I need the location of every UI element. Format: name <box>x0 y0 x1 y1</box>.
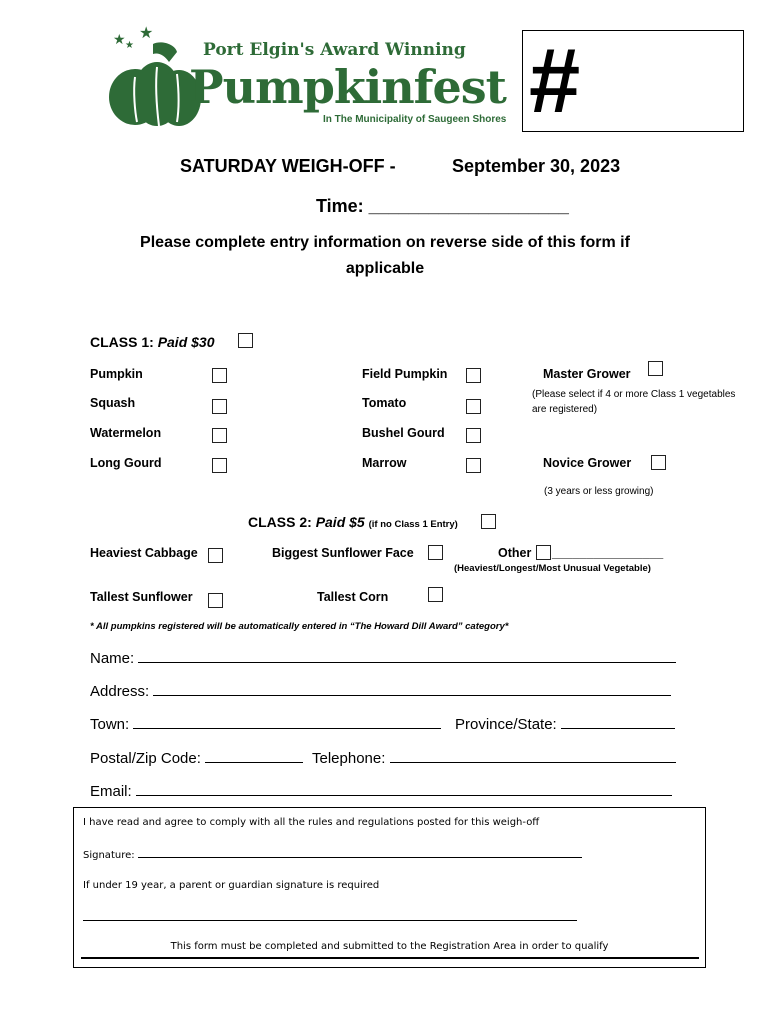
name-label: Name: <box>90 650 135 667</box>
other-checkbox[interactable] <box>536 545 551 560</box>
class1-paid: Paid $30 <box>157 334 215 350</box>
submit-note: This form must be completed and submitted to the Registration Area in order to qualify <box>170 941 609 952</box>
province-field[interactable] <box>455 714 675 733</box>
class1-label: CLASS 1: <box>90 334 154 350</box>
novice-grower-checkbox[interactable] <box>651 455 666 470</box>
entry-number-symbol: # <box>529 30 581 132</box>
novice-grower-label: Novice Grower <box>543 456 632 470</box>
other-line[interactable]: ________________ <box>552 546 664 560</box>
master-grower-label: Master Grower <box>543 367 631 381</box>
weighoff-date: September 30, 2023 <box>452 156 621 176</box>
class1-item-tomato: Tomato <box>362 396 407 410</box>
pumpkinfest-logo <box>105 22 507 134</box>
address-label: Address: <box>90 683 150 700</box>
class1-item-pumpkin: Pumpkin <box>90 367 143 381</box>
weighoff-label: SATURDAY WEIGH-OFF - <box>180 156 396 176</box>
address-field[interactable] <box>90 681 671 700</box>
province-label: Province/State: <box>455 716 557 733</box>
telephone-line[interactable] <box>390 748 676 763</box>
svg-text:★: ★ <box>139 25 154 42</box>
telephone-field[interactable] <box>312 748 676 767</box>
address-line[interactable] <box>153 681 671 696</box>
heaviest-cabbage-checkbox[interactable] <box>208 548 223 563</box>
tomato-checkbox[interactable] <box>466 399 481 414</box>
entry-number-box <box>522 30 744 132</box>
class1-item-squash: Squash <box>90 396 136 410</box>
agreement-text: I have read and agree to comply with all the rules and regulations posted for this weigh-off <box>83 817 540 828</box>
other-note: (Heaviest/Longest/Most Unusual Vegetable) <box>454 563 651 574</box>
email-line[interactable] <box>136 781 672 796</box>
svg-text:★: ★ <box>125 40 134 51</box>
signature-label: Signature: <box>83 850 135 861</box>
instruction-line1: Please complete entry information on reverse side of this form if <box>140 234 630 251</box>
long-gourd-checkbox[interactable] <box>212 458 227 473</box>
class1-item-long-gourd: Long Gourd <box>90 456 162 470</box>
postal-line[interactable] <box>205 748 303 763</box>
master-grower-note-2: are registered) <box>532 404 598 415</box>
logo-name: Pumpkinfest <box>189 60 506 114</box>
logo-subline: In The Municipality of Saugeen Shores <box>323 114 507 125</box>
email-label: Email: <box>90 783 132 800</box>
town-line[interactable] <box>133 714 441 729</box>
signature-field[interactable] <box>83 848 582 861</box>
class1-item-bushel-gourd: Bushel Gourd <box>362 426 445 440</box>
tallest-corn-label: Tallest Corn <box>317 590 389 604</box>
class2-heading <box>248 514 458 530</box>
postal-label: Postal/Zip Code: <box>90 750 201 767</box>
agreement-bottom-rule <box>81 957 699 959</box>
agreement-box <box>73 807 706 968</box>
logo-tagline: Port Elgin's Award Winning <box>203 40 466 60</box>
squash-checkbox[interactable] <box>212 399 227 414</box>
class2-checkbox[interactable] <box>481 514 496 529</box>
master-grower-note-1: (Please select if 4 or more Class 1 vegetables <box>532 389 736 400</box>
guardian-signature-line[interactable] <box>83 920 577 921</box>
other-label: Other <box>498 546 532 560</box>
tallest-sunflower-label: Tallest Sunflower <box>90 590 193 604</box>
province-line[interactable] <box>561 714 675 729</box>
pumpkin-checkbox[interactable] <box>212 368 227 383</box>
watermelon-checkbox[interactable] <box>212 428 227 443</box>
class1-item-field-pumpkin: Field Pumpkin <box>362 367 448 381</box>
town-label: Town: <box>90 716 130 733</box>
class2-paid: Paid $5 <box>315 514 365 530</box>
class2-note: (if no Class 1 Entry) <box>368 519 458 530</box>
time-field[interactable]: Time: ____________________ <box>316 196 569 216</box>
tallest-corn-checkbox[interactable] <box>428 587 443 602</box>
name-line[interactable] <box>138 648 676 663</box>
heaviest-cabbage-label: Heaviest Cabbage <box>90 546 198 560</box>
biggest-sunflower-checkbox[interactable] <box>428 545 443 560</box>
field-pumpkin-checkbox[interactable] <box>466 368 481 383</box>
postal-field[interactable] <box>90 748 303 767</box>
class1-heading <box>90 334 215 350</box>
howard-dill-notice: * All pumpkins registered will be automatically entered in “The Howard Dill Award” category* <box>90 621 509 632</box>
signature-line[interactable] <box>138 848 582 858</box>
name-field[interactable] <box>90 648 676 667</box>
marrow-checkbox[interactable] <box>466 458 481 473</box>
svg-text:★: ★ <box>113 31 126 47</box>
tallest-sunflower-checkbox[interactable] <box>208 593 223 608</box>
email-field[interactable] <box>90 781 672 800</box>
bushel-gourd-checkbox[interactable] <box>466 428 481 443</box>
novice-grower-note: (3 years or less growing) <box>544 486 654 497</box>
instruction-line2: applicable <box>345 260 425 277</box>
telephone-label: Telephone: <box>312 750 386 767</box>
class1-item-marrow: Marrow <box>362 456 407 470</box>
class1-checkbox[interactable] <box>238 333 253 348</box>
town-field[interactable] <box>90 714 441 733</box>
class1-item-watermelon: Watermelon <box>90 426 162 440</box>
class2-label: CLASS 2: <box>248 514 312 530</box>
guardian-note: If under 19 year, a parent or guardian signature is required <box>83 880 380 891</box>
biggest-sunflower-label: Biggest Sunflower Face <box>272 546 414 560</box>
master-grower-checkbox[interactable] <box>648 361 663 376</box>
